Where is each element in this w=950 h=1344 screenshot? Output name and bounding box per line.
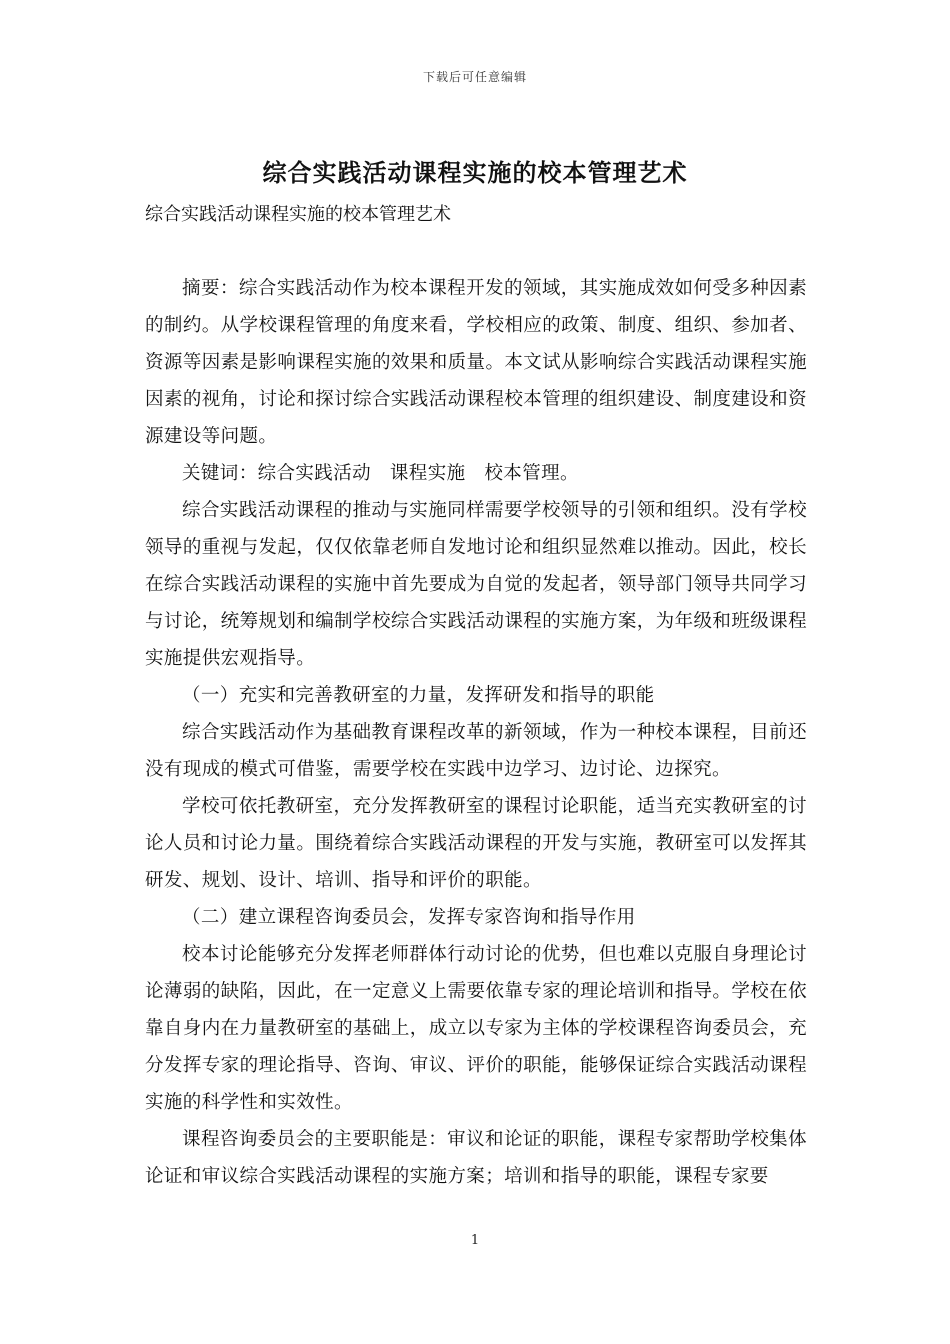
body-paragraph: 校本讨论能够充分发挥老师群体行动讨论的优势，但也难以克服自身理论讨论薄弱的缺陷，因此，在一定意义上需要依靠专家的理论培训和指导。学校在依靠自身内在力量教研室的基础上，成立以专家为主体的学校课程咨询委员会，充分发挥专家的理论指导、咨询、审议、评价的职能，能够保证综合实践活动课程实施的科学性和实效性。 xyxy=(145,944,807,1113)
section-heading-1: （一）充实和完善教研室的力量，发挥研发和指导的职能 xyxy=(182,685,655,706)
body-paragraph: 学校可依托教研室，充分发挥教研室的课程讨论职能，适当充实教研室的讨论人员和讨论力量。围绕着综合实践活动课程的开发与实施，教研室可以发挥其研发、规划、设计、培训、指导和评价的职能。 xyxy=(145,796,807,891)
abstract-paragraph: 摘要：综合实践活动作为校本课程开发的领域，其实施成效如何受多种因素的制约。从学校课程管理的角度来看，学校相应的政策、制度、组织、参加者、资源等因素是影响课程实施的效果和质量。本文试从影响综合实践活动课程实施因素的视角，讨论和探讨综合实践活动课程校本管理的组织建设、制度建设和资源建设等问题。 xyxy=(145,278,807,447)
page-number: 1 xyxy=(470,1233,480,1248)
page-title: 综合实践活动课程实施的校本管理艺术 xyxy=(262,158,688,187)
keywords-paragraph: 关键词：综合实践活动 课程实施 校本管理。 xyxy=(182,463,579,484)
body-paragraph: 综合实践活动课程的推动与实施同样需要学校领导的引领和组织。没有学校领导的重视与发起，仅仅依靠老师自发地讨论和组织显然难以推动。因此，校长在综合实践活动课程的实施中首先要成为自觉的发起者，领导部门领导共同学习与讨论，统筹规划和编制学校综合实践活动课程的实施方案，为年级和班级课程实施提供宏观指导。 xyxy=(145,500,807,669)
body-paragraph: 综合实践活动作为基础教育课程改革的新领域，作为一种校本课程，目前还没有现成的模式可借鉴，需要学校在实践中边学习、边讨论、边探究。 xyxy=(145,722,807,780)
header-note: 下载后可任意编辑 xyxy=(422,70,527,84)
page-subtitle: 综合实践活动课程实施的校本管理艺术 xyxy=(145,204,451,225)
document-body xyxy=(145,270,807,1195)
body-paragraph: 课程咨询委员会的主要职能是：审议和论证的职能，课程专家帮助学校集体论证和审议综合实践活动课程的实施方案；培训和指导的职能，课程专家要 xyxy=(145,1129,807,1187)
section-heading-2: （二）建立课程咨询委员会，发挥专家咨询和指导作用 xyxy=(182,907,636,928)
